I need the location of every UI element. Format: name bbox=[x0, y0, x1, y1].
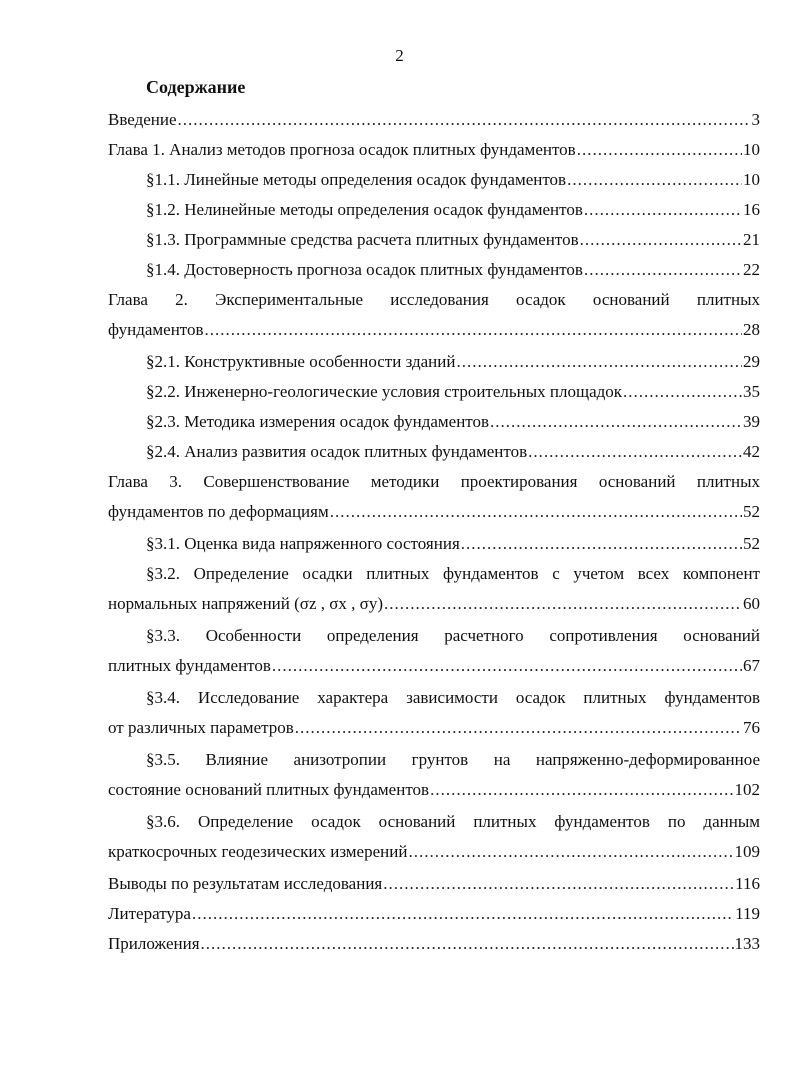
toc-text: Глава 3. Совершенствование методики проектирования оснований плитных bbox=[108, 472, 760, 491]
toc-entry-appendices bbox=[108, 934, 760, 964]
toc-text: Выводы по результатам исследования bbox=[108, 874, 383, 893]
toc-text: §1.1. Линейные методы определения осадок фундаментов bbox=[146, 170, 567, 189]
toc-page: 28 bbox=[743, 320, 760, 339]
toc-page: 52 bbox=[743, 502, 760, 521]
toc-entry-2-4 bbox=[108, 442, 760, 472]
toc-page: 42 bbox=[743, 442, 760, 461]
toc-text: §3.2. Определение осадки плитных фундаментов с учетом всех компонент bbox=[146, 564, 760, 583]
toc-page: 116 bbox=[735, 874, 760, 893]
toc-page: 21 bbox=[743, 230, 760, 249]
toc-page: 102 bbox=[734, 780, 760, 799]
toc-page: 60 bbox=[743, 594, 760, 613]
page-title: Содержание bbox=[146, 77, 246, 97]
toc-entry-2-3 bbox=[108, 412, 760, 442]
toc-text: плитных фундаментов bbox=[108, 656, 271, 675]
toc-page: 10 bbox=[743, 140, 760, 159]
toc-entry-chapter-1 bbox=[108, 140, 760, 170]
toc-entry-3-5 bbox=[108, 750, 760, 812]
toc-entry-3-2 bbox=[108, 564, 760, 626]
toc-text: §3.1. Оценка вида напряженного состояния bbox=[146, 534, 460, 553]
toc-page: 109 bbox=[734, 842, 760, 861]
toc-page: 67 bbox=[743, 656, 760, 675]
toc-entry-3-3 bbox=[108, 626, 760, 688]
page-number: 2 bbox=[395, 46, 404, 65]
toc-page: 10 bbox=[743, 170, 760, 189]
toc-text: §2.4. Анализ развития осадок плитных фундаментов bbox=[146, 442, 528, 461]
toc-text: §1.4. Достоверность прогноза осадок плитных фундаментов bbox=[146, 260, 583, 279]
toc-entry-1-1 bbox=[108, 170, 760, 200]
toc-text: краткосрочных геодезических измерений bbox=[108, 842, 408, 861]
toc-page: 76 bbox=[743, 718, 760, 737]
toc-page: 39 bbox=[743, 412, 760, 431]
toc-text: Глава 2. Экспериментальные исследования осадок оснований плитных bbox=[108, 290, 760, 309]
toc-entry-3-1 bbox=[108, 534, 760, 564]
toc-entry-literature bbox=[108, 904, 760, 934]
toc-text: §1.2. Нелинейные методы определения осадок фундаментов bbox=[146, 200, 583, 219]
toc-page: 133 bbox=[734, 934, 760, 953]
toc-page: 29 bbox=[743, 352, 760, 371]
toc-text: состояние оснований плитных фундаментов bbox=[108, 780, 430, 799]
toc-text: от различных параметров bbox=[108, 718, 294, 737]
toc-text: §1.3. Программные средства расчета плитных фундаментов bbox=[146, 230, 579, 249]
toc-text: Введение bbox=[108, 110, 177, 129]
toc-page: 35 bbox=[743, 382, 760, 401]
toc-text: §2.2. Инженерно-геологические условия строительных площадок bbox=[146, 382, 623, 401]
toc-text: Литература bbox=[108, 904, 191, 923]
toc-text: Глава 1. Анализ методов прогноза осадок плитных фундаментов bbox=[108, 140, 576, 159]
toc-text: §3.3. Особенности определения расчетного сопротивления оснований bbox=[146, 626, 760, 645]
toc-entry-conclusions bbox=[108, 874, 760, 904]
toc-entry-chapter-3 bbox=[108, 472, 760, 534]
toc-text: §2.3. Методика измерения осадок фундаментов bbox=[146, 412, 490, 431]
toc-entry-intro bbox=[108, 110, 760, 140]
table-of-contents bbox=[108, 110, 760, 964]
toc-text: фундаментов bbox=[108, 320, 204, 339]
toc-entry-2-2 bbox=[108, 382, 760, 412]
toc-text: §2.1. Конструктивные особенности зданий bbox=[146, 352, 456, 371]
toc-page: 3 bbox=[751, 110, 760, 129]
toc-page: 119 bbox=[735, 904, 760, 923]
toc-entry-1-2 bbox=[108, 200, 760, 230]
toc-entry-3-6 bbox=[108, 812, 760, 874]
toc-text: §3.6. Определение осадок оснований плитных фундаментов по данным bbox=[146, 812, 760, 831]
toc-text: Приложения bbox=[108, 934, 200, 953]
toc-entry-chapter-2 bbox=[108, 290, 760, 352]
toc-entry-3-4 bbox=[108, 688, 760, 750]
toc-entry-2-1 bbox=[108, 352, 760, 382]
toc-page: 16 bbox=[743, 200, 760, 219]
toc-text: фундаментов по деформациям bbox=[108, 502, 329, 521]
toc-entry-1-3 bbox=[108, 230, 760, 260]
toc-text: §3.4. Исследование характера зависимости осадок плитных фундаментов bbox=[146, 688, 760, 707]
toc-page: 52 bbox=[743, 534, 760, 553]
toc-page: 22 bbox=[743, 260, 760, 279]
toc-text: §3.5. Влияние анизотропии грунтов на напряженно-деформированное bbox=[146, 750, 760, 769]
toc-entry-1-4 bbox=[108, 260, 760, 290]
toc-text: нормальных напряжений (σz , σx , σy) bbox=[108, 594, 383, 613]
